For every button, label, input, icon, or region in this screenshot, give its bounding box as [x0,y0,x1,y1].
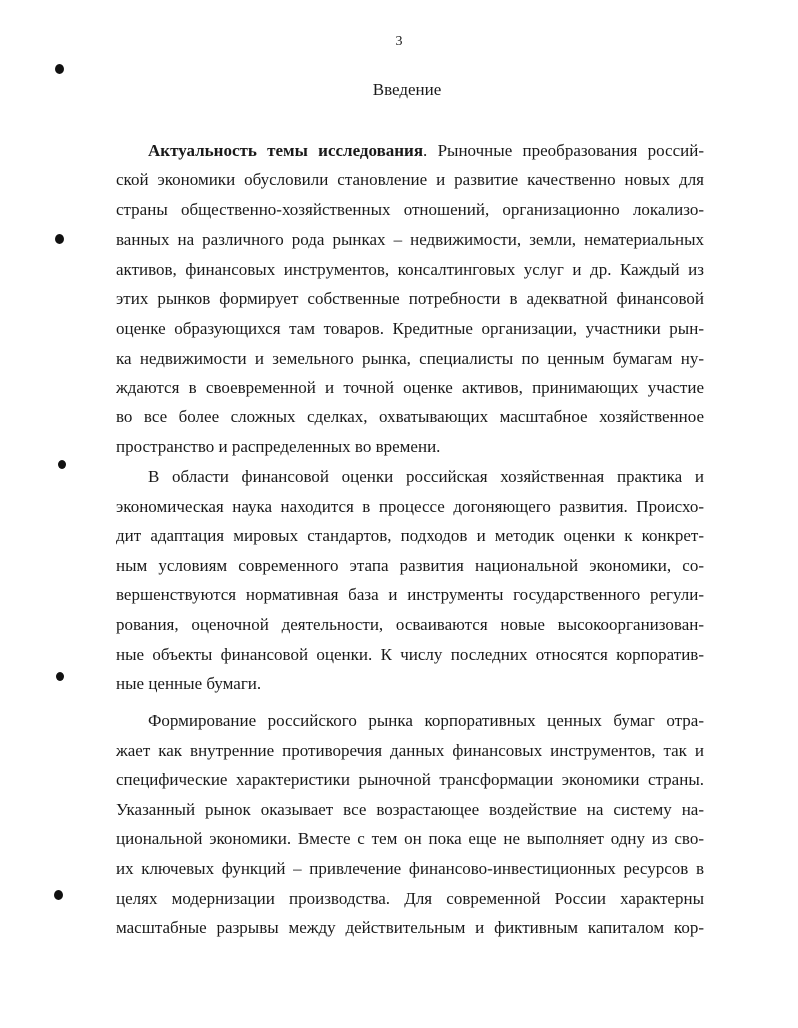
text-line: пространство и распределенных во времени. [116,437,441,456]
text-line: ванных на различного рода рынках – недвижимости, земли, нематериальных [116,230,704,249]
lead-bold-phrase: Актуальность темы исследования [148,141,424,160]
text-line: экономическая наука находится в процессе догоняющего развития. Происхо- [116,497,704,516]
text-line: целях модернизации производства. Для современной России характерны [116,889,704,908]
text-line: страны общественно-хозяйственных отношений, организационно локализо- [116,200,704,219]
text-line: этих рынков формирует собственные потребности в адекватной финансовой [116,289,704,308]
text-line: Актуальность темы исследования. Рыночные преобразования россий- [148,141,704,160]
text-line: В области финансовой оценки российская хозяйственная практика и [148,467,704,486]
text-line: ждаются в своевременной и точной оценке активов, принимающих участие [116,378,704,397]
punch-hole-mark [56,672,64,681]
text-line: ской экономики обусловили становление и развитие качественно новых для [116,170,704,189]
text-line: Указанный рынок оказывает все возрастающее воздействие на систему на- [116,800,704,819]
text-line: активов, финансовых инструментов, консалтинговых услуг и др. Каждый из [116,260,704,279]
punch-hole-mark [55,64,64,74]
text-line: специфические характеристики рыночной трансформации экономики страны. [116,770,704,789]
text-line: ные объекты финансовой оценки. К числу последних относятся корпоратив- [116,645,704,664]
text-line: ным условиям современного этапа развития национальной экономики, со- [116,556,704,575]
text-line: ные ценные бумаги. [116,674,262,693]
punch-hole-mark [58,460,66,469]
text-line: дит адаптация мировых стандартов, подходов и методик оценки к конкрет- [116,526,704,545]
text-line: во все более сложных сделках, охватывающих масштабное хозяйственное [116,407,704,426]
text-line: масштабные разрывы между действительным и фиктивным капиталом кор- [116,918,704,937]
punch-hole-mark [55,234,64,244]
section-title: Введение [372,80,442,99]
text-line: циональной экономики. Вместе с тем он пока еще не выполняет одну из сво- [116,829,704,848]
text-line: их ключевых функций – привлечение финансово-инвестиционных ресурсов в [116,859,704,878]
text-line: Формирование российского рынка корпоративных ценных бумаг отра- [148,711,704,730]
text-line: жает как внутренние противоречия данных финансовых инструментов, так и [116,741,704,760]
page-number: 3 [395,34,403,49]
punch-hole-mark [54,890,63,900]
text-line: вершенствуются нормативная база и инструменты государственного регули- [116,585,704,604]
text-line: ка недвижимости и земельного рынка, специалисты по ценным бумагам ну- [116,349,704,368]
text-line: оценке образующихся там товаров. Кредитные организации, участники рын- [116,319,704,338]
text-line: рования, оценочной деятельности, осваиваются новые высокоорганизован- [116,615,704,634]
